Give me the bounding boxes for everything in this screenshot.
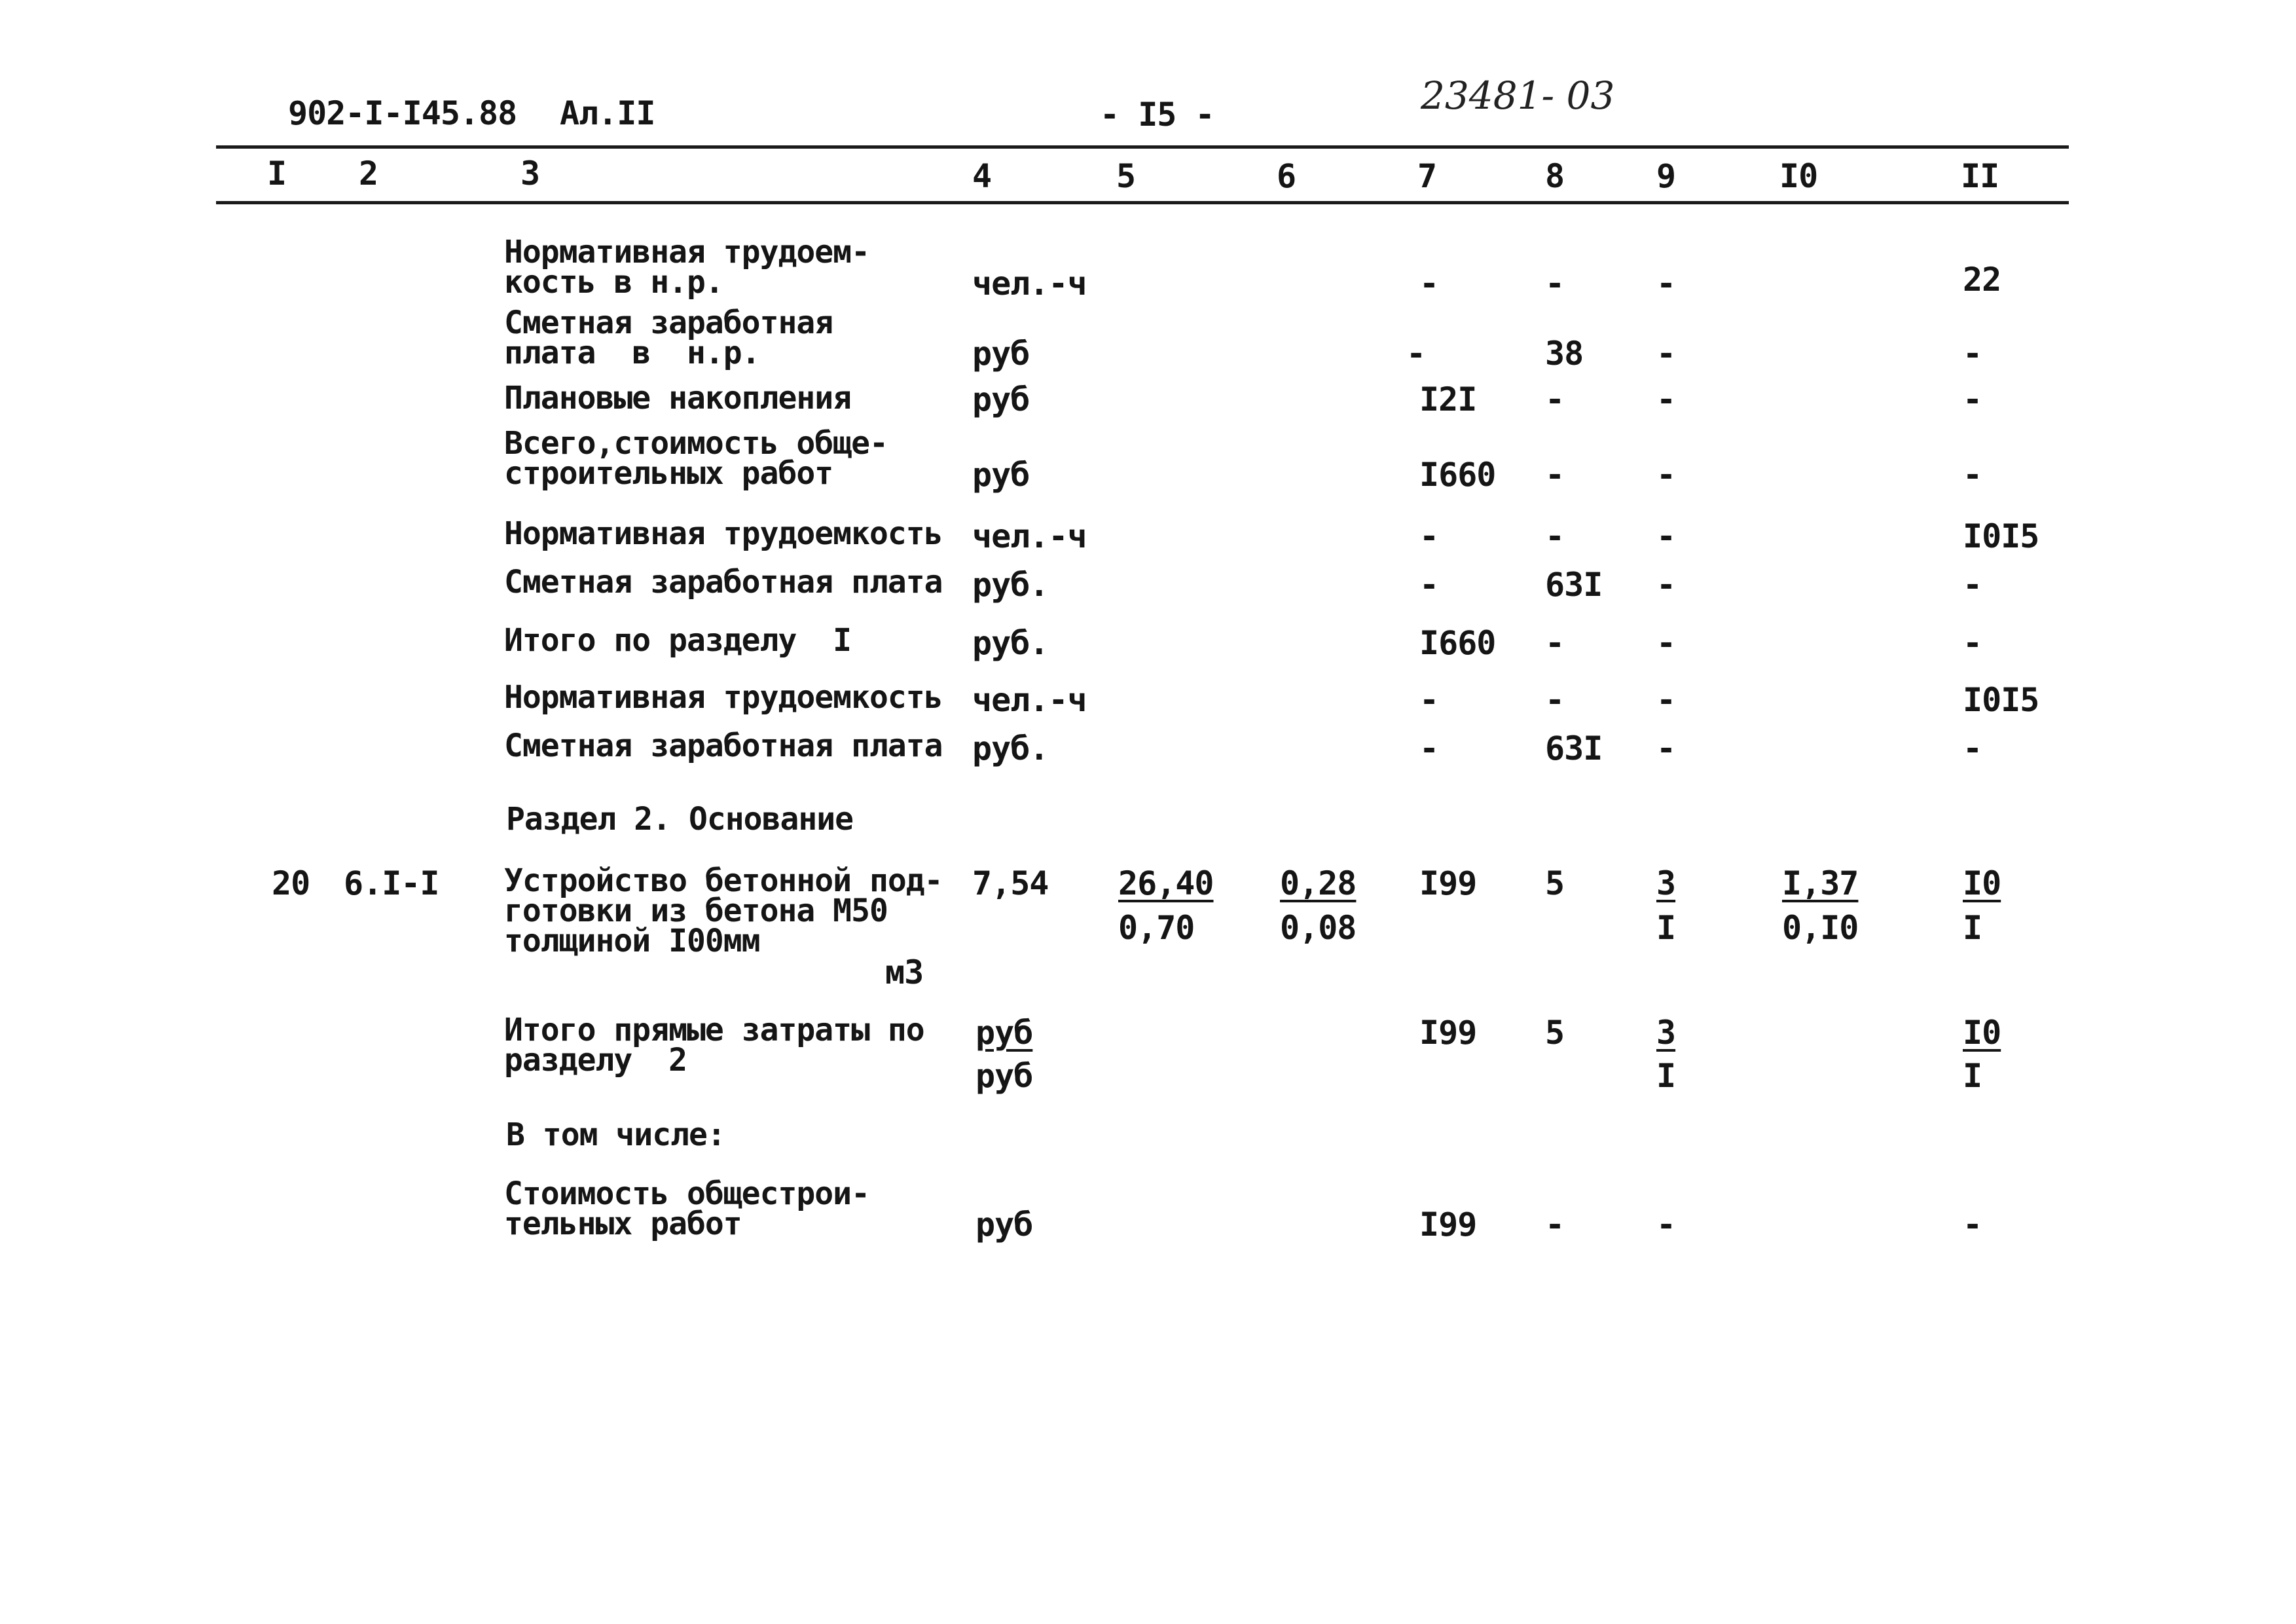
cell-c7: - — [1419, 517, 1439, 555]
row-label: Сметная заработная плата — [504, 728, 943, 764]
cell-c9-top: 3 — [1656, 1014, 1676, 1052]
cell-c11: - — [1963, 729, 1982, 767]
cell-c9: - — [1656, 517, 1676, 555]
cell-c8: 38 — [1545, 335, 1584, 373]
cell-c11-bottom: I — [1963, 909, 1982, 947]
cell-c7: I2I — [1419, 380, 1477, 418]
column-header: 2 — [359, 155, 378, 193]
cell-c8: - — [1545, 265, 1565, 303]
cell-c7: - — [1419, 681, 1439, 719]
row-unit: руб — [975, 1206, 1033, 1244]
cell-c11: 22 — [1963, 261, 2001, 299]
item-code: 6.I-I — [344, 864, 439, 902]
page-number: - I5 - — [1100, 96, 1214, 134]
cell-c9-bottom: I — [1656, 1057, 1676, 1095]
table-header-bottom-rule — [216, 201, 2069, 204]
cell-c9-top: 3 — [1656, 864, 1676, 902]
cell-c7: I99 — [1419, 864, 1477, 902]
cell-c7: I99 — [1419, 1014, 1477, 1052]
handwritten-inventory-number: 23481- 03 — [1421, 73, 1615, 118]
row-unit: чел.-ч — [972, 265, 1087, 303]
column-header: 4 — [972, 157, 992, 195]
row-label: Итого по разделу I — [504, 622, 852, 659]
column-header: II — [1961, 157, 1999, 195]
row-label: Сметная заработная плата — [504, 564, 943, 600]
cell-c8: - — [1545, 380, 1565, 418]
cell-c6-top: 0,28 — [1280, 864, 1357, 902]
row-unit: руб — [972, 456, 1030, 494]
including-heading: В том числе: — [506, 1116, 725, 1153]
row-label: Нормативная трудоем- кость в н.р. — [504, 234, 869, 301]
row-label: Итого прямые затраты по разделу 2 — [504, 1012, 924, 1079]
cell-c9: - — [1656, 265, 1676, 303]
row-unit: руб. — [972, 566, 1049, 604]
cell-c6-bottom: 0,08 — [1280, 909, 1357, 947]
cell-c5-top: 26,40 — [1118, 864, 1214, 902]
row-label: Сметная заработная плата в н.р. — [504, 304, 833, 371]
cell-c9: - — [1656, 335, 1676, 373]
cell-c9: - — [1656, 566, 1676, 604]
cell-c11: - — [1963, 566, 1982, 604]
unit-bottom: руб — [975, 1057, 1033, 1095]
cell-c11-top: I0 — [1963, 864, 2001, 902]
column-header: I0 — [1779, 157, 1818, 195]
row-unit: чел.-ч — [972, 517, 1087, 555]
row-unit: руб — [972, 335, 1030, 373]
column-header: 7 — [1417, 157, 1437, 195]
column-header: 3 — [520, 155, 540, 193]
cell-c11: I0I5 — [1963, 681, 2039, 719]
cell-c9-bottom: I — [1656, 909, 1676, 947]
unit-top: руб — [975, 1014, 1033, 1052]
cell-c7: - — [1406, 335, 1426, 373]
item-number: 20 — [272, 864, 310, 902]
row-label: Стоимость общестрои- тельных работ — [504, 1175, 869, 1242]
column-header: 6 — [1277, 157, 1296, 195]
section-heading: Раздел 2. Основание — [506, 801, 854, 838]
cell-c9: - — [1656, 456, 1676, 494]
column-header: 8 — [1545, 157, 1565, 195]
cell-c8: - — [1545, 624, 1565, 662]
cell-c9: - — [1656, 380, 1676, 418]
cell-c11-top: I0 — [1963, 1014, 2001, 1052]
table-top-rule — [216, 145, 2069, 149]
document-code: 902-I-I45.88 — [288, 94, 517, 132]
row-label: Устройство бетонной под- готовки из бетона М50 толщиной I00мм — [504, 862, 943, 959]
column-header: 9 — [1656, 157, 1676, 195]
cell-c4: 7,54 — [972, 864, 1049, 902]
cell-c7: - — [1419, 265, 1439, 303]
cell-c10-bottom: 0,I0 — [1782, 909, 1859, 947]
cell-c7: I660 — [1419, 456, 1496, 494]
row-unit: руб. — [972, 729, 1049, 767]
cell-c7: - — [1419, 566, 1439, 604]
column-header: 5 — [1116, 157, 1136, 195]
cell-c8: 5 — [1545, 1014, 1565, 1052]
cell-c9: - — [1656, 624, 1676, 662]
cell-c11: - — [1963, 456, 1982, 494]
row-unit: чел.-ч — [972, 681, 1087, 719]
cell-c8: - — [1545, 517, 1565, 555]
cell-c9: - — [1656, 729, 1676, 767]
album-number: Ал.II — [560, 94, 655, 132]
cell-c11: - — [1963, 624, 1982, 662]
cell-c7: I660 — [1419, 624, 1496, 662]
row-label: Нормативная трудоемкость — [504, 515, 943, 552]
row-unit: руб. — [972, 624, 1049, 662]
cell-c8: 5 — [1545, 864, 1565, 902]
cell-c11-bottom: I — [1963, 1057, 1982, 1095]
row-label: Плановые накопления — [504, 380, 852, 416]
column-header: I — [267, 155, 287, 193]
cell-c8: 63I — [1545, 566, 1603, 604]
cell-c8: - — [1545, 681, 1565, 719]
cell-c11: I0I5 — [1963, 517, 2039, 555]
unit-measure: м3 — [885, 953, 924, 991]
cell-c9: - — [1656, 1206, 1676, 1244]
row-label: Всего,стоимость обще- строительных работ — [504, 425, 888, 492]
row-unit: руб — [972, 380, 1030, 418]
cell-c11: - — [1963, 1206, 1982, 1244]
cell-c5-bottom: 0,70 — [1118, 909, 1195, 947]
cell-c8: - — [1545, 456, 1565, 494]
cell-c10-top: I,37 — [1782, 864, 1859, 902]
cell-c8: 63I — [1545, 729, 1603, 767]
cell-c11: - — [1963, 335, 1982, 373]
cell-c11: - — [1963, 380, 1982, 418]
cell-c9: - — [1656, 681, 1676, 719]
cell-c7: - — [1419, 729, 1439, 767]
row-label: Нормативная трудоемкость — [504, 679, 943, 716]
cell-c7: I99 — [1419, 1206, 1477, 1244]
cell-c8: - — [1545, 1206, 1565, 1244]
